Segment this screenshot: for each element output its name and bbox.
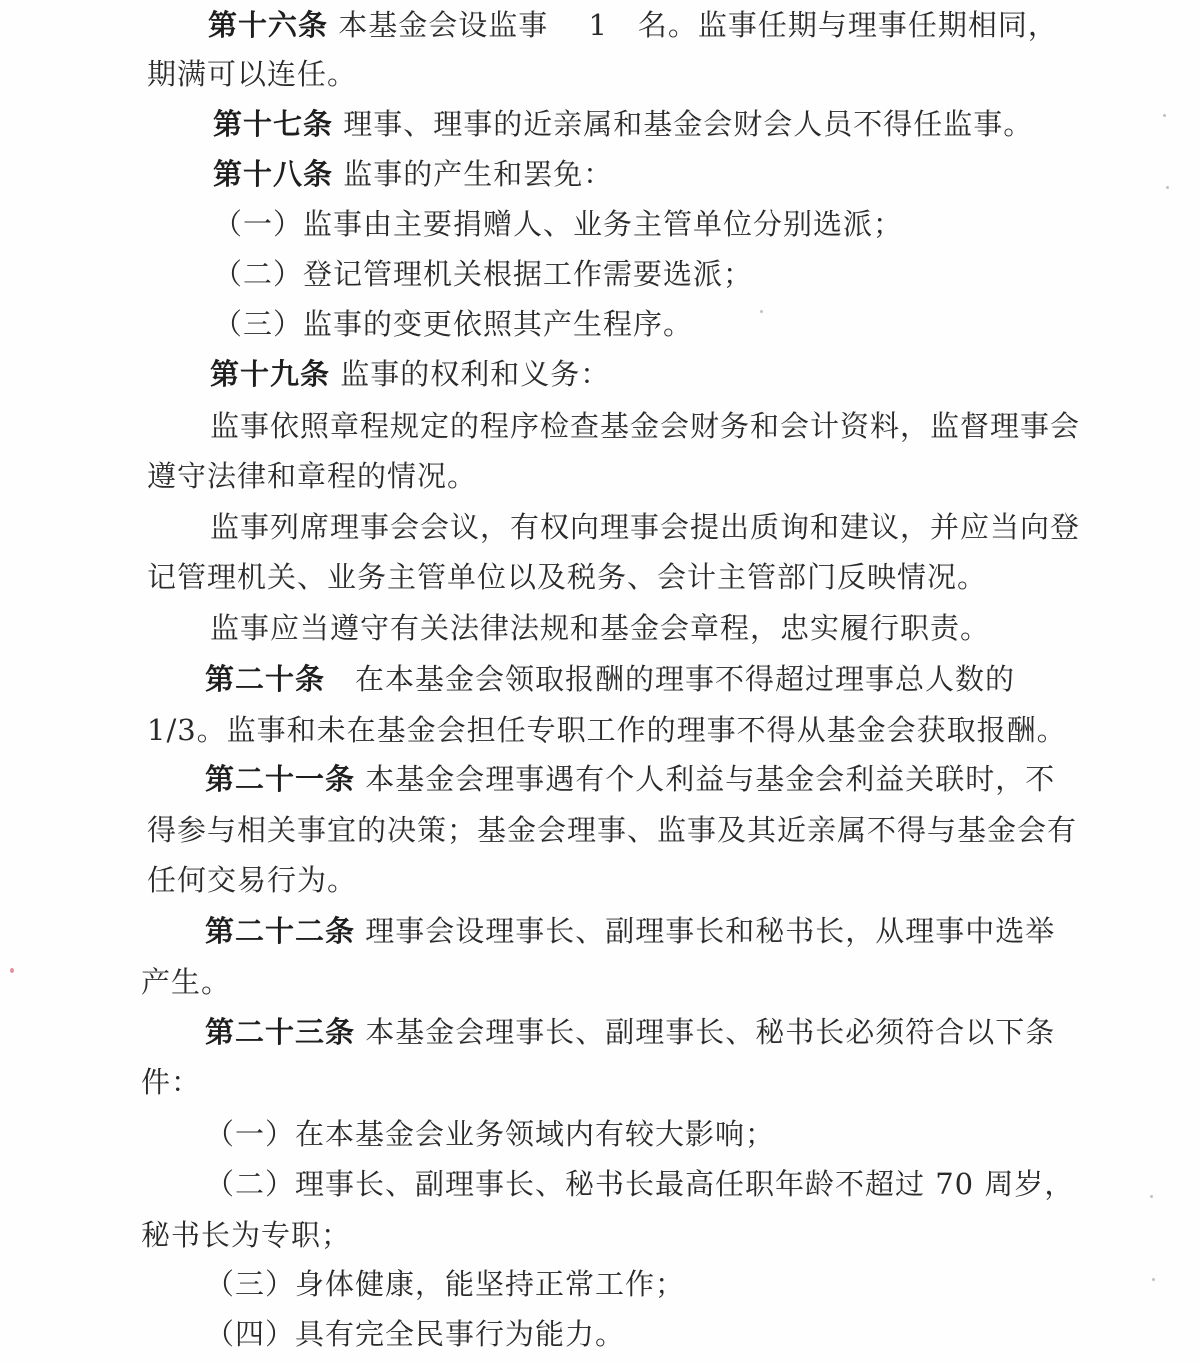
- scan-speck: [1163, 114, 1166, 117]
- text-line: 监事列席理事会会议，有权向理事会提出质询和建议，并应当向登: [210, 510, 1081, 544]
- text-line: 秘书长为专职；: [141, 1218, 352, 1252]
- text-line: 产生。: [141, 965, 232, 999]
- list-item-line: （三）监事的变更依照其产生程序。: [213, 307, 694, 341]
- body-text: 本基金会设监事 1 名。监事任期与理事任期相同，: [328, 8, 1058, 42]
- body-text: 理事、理事的近亲属和基金会财会人员不得任监事。: [333, 107, 1034, 141]
- list-item-line: （四）具有完全民事行为能力。: [205, 1317, 626, 1351]
- text-line: 监事应当遵守有关法律法规和基金会章程，忠实履行职责。: [210, 611, 991, 645]
- list-item-line: （二）登记管理机关根据工作需要选派；: [213, 257, 754, 291]
- text-line: 得参与相关事宜的决策；基金会理事、监事及其近亲属不得与基金会有: [147, 813, 1078, 847]
- text-line: 监事依照章程规定的程序检查基金会财务和会计资料，监督理事会: [210, 409, 1081, 443]
- list-item-line: （一）监事由主要捐赠人、业务主管单位分别选派；: [213, 207, 904, 241]
- text-line: 记管理机关、业务主管单位以及税务、会计主管部门反映情况。: [147, 560, 988, 594]
- article-label: 第二十三条: [205, 1015, 356, 1049]
- scan-speck: [10, 968, 14, 973]
- body-text: 本基金会理事长、副理事长、秘书长必须符合以下条: [355, 1015, 1056, 1049]
- list-item-line: （二）理事长、副理事长、秘书长最高任职年龄不超过 70 周岁，: [205, 1167, 1075, 1201]
- scan-speck: [760, 310, 763, 313]
- article-21-line: [0, 754, 1055, 804]
- scan-speck: [1150, 1195, 1153, 1198]
- text-line: 1/3。监事和未在基金会担任专职工作的理事不得从基金会获取报酬。: [147, 713, 1067, 747]
- body-text: 本基金会理事遇有个人利益与基金会利益关联时，不: [355, 762, 1056, 796]
- article-16-line: [0, 0, 1058, 50]
- article-label: 第十七条: [213, 107, 334, 141]
- list-item-line: （三）身体健康，能坚持正常工作；: [205, 1267, 686, 1301]
- article-label: 第十八条: [213, 157, 334, 191]
- text-line: 任何交易行为。: [147, 863, 358, 897]
- text-line: 遵守法律和章程的情况。: [147, 459, 478, 493]
- article-label: 第十九条: [210, 357, 331, 391]
- article-22-line: [0, 906, 1055, 956]
- article-label: 第二十条: [205, 662, 326, 696]
- article-19-line: [0, 349, 610, 399]
- body-text: 理事会设理事长、副理事长和秘书长，从理事中选举: [355, 914, 1056, 948]
- body-text: 在本基金会领取报酬的理事不得超过理事总人数的: [325, 662, 1016, 696]
- article-23-line: [0, 1007, 1055, 1057]
- scan-speck: [1166, 186, 1169, 189]
- list-item-line: （一）在本基金会业务领域内有较大影响；: [205, 1117, 776, 1151]
- article-20-line: [0, 654, 1015, 704]
- body-text: 监事的产生和罢免：: [333, 157, 614, 191]
- article-17-line: [0, 99, 1033, 149]
- body-text: 监事的权利和义务：: [330, 357, 611, 391]
- article-label: 第二十二条: [205, 914, 356, 948]
- text-line: 件：: [141, 1065, 202, 1099]
- article-18-line: [0, 149, 613, 199]
- article-label: 第二十一条: [205, 762, 356, 796]
- scan-speck: [1152, 1278, 1155, 1281]
- article-label: 第十六条: [208, 8, 329, 42]
- text-line: 期满可以连任。: [147, 57, 358, 91]
